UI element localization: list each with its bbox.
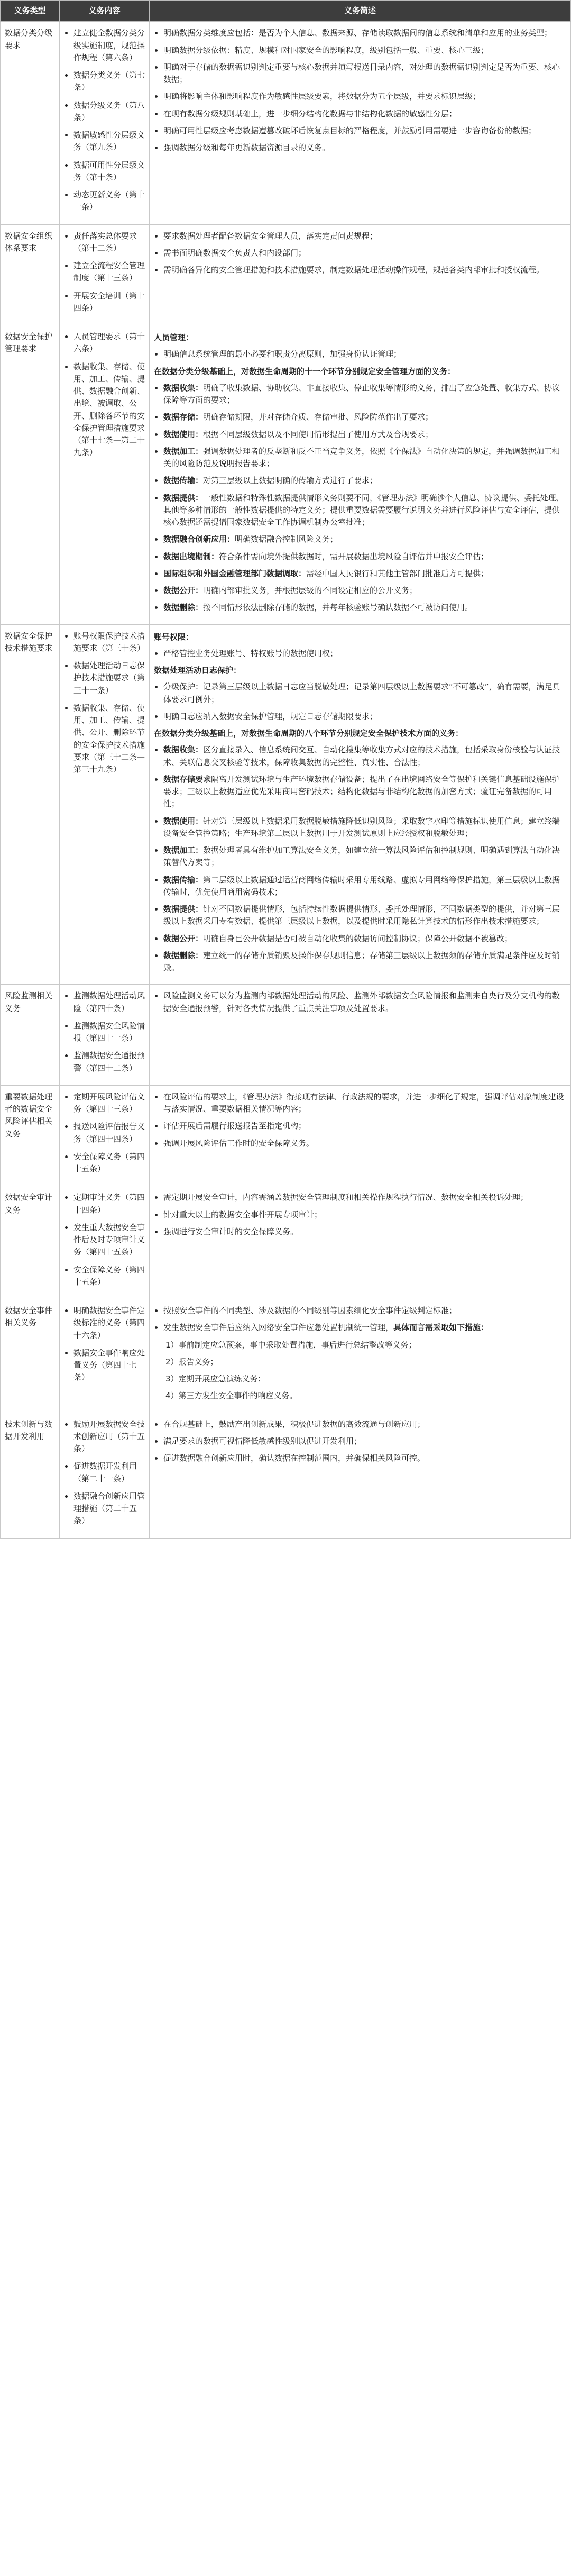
content-list [64,27,145,213]
obligation-type: 数据分类分级要求 [1,22,60,224]
content-list [64,331,145,459]
content-item: • 报送风险评估报告义务（第四十四条） [73,1121,145,1145]
obligation-content [60,1085,150,1186]
summary-list [154,348,566,360]
summary-list [154,648,566,660]
content-item: • 明确数据安全事件定级标准的义务（第四十六条） [73,1305,145,1342]
content-item: • 数据处理活动日志保护技术措施要求（第三十一条） [73,660,145,697]
summary-list [154,1191,566,1238]
summary-item: • 评估开展后需履行报送报告至指定机构； [163,1120,566,1132]
phase-text: 根据不同层级数据以及不同使用情形提出了使用方式及合规要求； [203,429,434,439]
step-item: 3）定期开展应急演练义务； [165,1374,266,1383]
obligation-summary [150,1085,571,1186]
step-list [154,1339,566,1403]
summary-item: • 满足要求的数据可视情降低敏感性级别以促进开发利用； [163,1435,566,1448]
phase-name: 数据使用： [163,429,204,439]
content-item: • 定期审计义务（第四十四条） [73,1191,145,1216]
phase-name: 数据融合创新应用： [163,534,235,544]
content-item: • 数据融合创新应用管理措施（第二十五条） [73,1490,145,1527]
phase-item [163,585,566,597]
table-header-row [1,1,571,22]
phase-item [163,411,566,423]
content-list [64,1418,145,1527]
content-item: • 建立全流程安全管理制度（第十三条） [73,260,145,285]
table-row [1,22,571,224]
phase-item [163,744,566,769]
obligation-type: 数据安全事件相关义务 [1,1299,60,1413]
phase-item [163,773,566,811]
obligation-summary [150,985,571,1086]
phase-item [163,950,566,975]
obligation-type: 数据安全保护管理要求 [1,325,60,625]
phase-item [163,815,566,840]
lead-bold: 具体而言需采取如下措施： [393,1323,489,1333]
phase-text: 明确数据融合控制风险义务； [235,534,338,544]
content-list [64,990,145,1075]
table-row [1,1186,571,1299]
obligation-type: 重要数据处理者的数据安全风险评估相关义务 [1,1085,60,1186]
table-row [1,325,571,625]
table-row [1,1085,571,1186]
phase-name: 数据加工： [163,446,204,456]
summary-item: • 在现有数据分级规则基础上，进一步细分结构化数据与非结构化数据的敏感性分层； [163,108,566,120]
phase-text: 建立统一的存储介质销毁及操作保存规则信息；存储第三层级以上数据须的存储介质满足条件应及时销毁。 [163,950,560,972]
content-item: • 数据收集、存储、使用、加工、传输、提供、公开、删除环节的安全保护技术措施要求（第三十二条—第三十九条） [73,702,145,776]
phase-text: 按不同情形依法删除存储的数据，并每年核验账号确认数据不可被访问使用。 [203,603,473,613]
phase-item [163,533,566,545]
phase-name: 数据加工： [163,845,204,855]
summary-item: • 要求数据处理者配备数据安全管理人员，落实定责问责规程； [163,230,566,242]
phase-text: 强调数据处理者的反垄断和反不正当竞争义务，依照《个保法》自动化决策的规定，并强调数据加工相关的风险防范及说明报告要求； [163,446,560,468]
content-item: • 建立健全数据分类分级实施制度，规范操作规程（第六条） [73,27,145,64]
phase-item [163,844,566,869]
summary-list [154,1091,566,1150]
phase-item [163,382,566,407]
phase-name: 数据删除： [163,950,204,960]
summary-item: • 针对重大以上的数据安全事件开展专项审计； [163,1209,566,1221]
phase-name: 数据存储要求 [163,774,211,784]
summary-item: • 明确将影响主体和影响程度作为敏感性层级要素，将数据分为五个层级，并要求标识层级； [163,90,566,103]
summary-item: • 分级保护：记录第三层级以上数据日志应当脱敏处理；记录第四层级以上数据要求“不可篡改”，确有需要，满足具体要求可例外； [163,681,566,706]
obligation-type: 数据安全保护技术措施要求 [1,624,60,985]
content-item: • 定期开展风险评估义务（第四十三条） [73,1091,145,1116]
phase-name: 数据传输： [163,875,204,885]
phase-text: 明确内部审批义务，并根据层级的不同设定相应的公开义务； [203,586,418,595]
obligation-summary [150,1186,571,1299]
summary-item: • 明确日志应纳入数据安全保护管理，规定日志存储期限要求； [163,711,566,723]
phase-text: 明确自身已公开数据是否可被自动化收集的数据访问控制协议；保障公开数据不被篡改； [203,933,513,943]
obligation-content [60,1186,150,1299]
phase-name: 数据使用： [163,816,204,826]
content-item: • 责任落实总体要求（第十二条） [73,230,145,255]
phase-list [154,744,566,974]
phase-text: 符合条件需向境外提供数据时，需开展数据出境风险自评估并申报安全评估； [219,551,489,561]
obligation-type: 数据安全组织体系要求 [1,224,60,325]
content-item: • 安全保障义务（第四十五条） [73,1264,145,1289]
summary-list [154,1418,566,1465]
phase-name: 数据提供： [163,493,204,503]
obligation-summary [150,22,571,224]
obligation-type: 数据安全审计义务 [1,1186,60,1299]
phase-text: 数据处理者具有维护加工算法安全义务，如建立统一算法风险评估和控制规则、明确遇到算法自动化决策替代方案等； [163,845,560,868]
summary-item: • 需书面明确数据安全负责人和内设部门； [163,247,566,259]
phase-name: 数据存储： [163,412,204,422]
phase-item [163,429,566,441]
content-item: • 数据分类义务（第七条） [73,69,145,94]
phase-text: 明确存储期限，并对存储介质、存储审批、风险防范作出了要求； [203,412,434,422]
phase-item [163,568,566,580]
table-row [1,1413,571,1538]
table-row [1,985,571,1086]
content-item: • 数据安全事件响应处置义务（第四十七条） [73,1347,145,1384]
summary-list [154,1305,566,1317]
phase-text: 区分直接录入、信息系统间交互、自动化搜集等收集方式对应的技术措施，包括采取身份核验与认证技术、关联信息交叉核验等技术，保障收集数据的完整性、真实性、合法性； [163,745,560,767]
step-item: 2）报告义务； [165,1357,218,1367]
phase-name: 数据删除： [163,603,204,613]
phase-item [163,874,566,899]
content-list [64,1091,145,1176]
obligation-summary [150,1413,571,1538]
summary-heading: 数据处理活动日志保护： [154,666,242,675]
phase-name: 数据收集： [163,383,204,393]
summary-item [163,1322,566,1334]
summary-item: • 明确可用性层级应考虑数据遭篡改破坏后恢复点目标的严格程度，并鼓励引用需要进一步咨询备份的数据； [163,125,566,137]
phase-text: 第二层级以上数据通过运营商网络传输时采用专用线路、虚拟专用网络等保护措施，第三层级以上数据传输时，优先使用商用密码技术； [163,875,560,897]
summary-item: • 严格管控业务处理账号、特权账号的数据使用权； [163,648,566,660]
obligation-type: 风险监测相关义务 [1,985,60,1086]
content-item: • 鼓励开展数据安全技术创新应用（第十五条） [73,1418,145,1455]
summary-item: • 需明确各异化的安全管理措施和技术措施要求，制定数据处理活动操作规程，规范各类内部审批和授权流程。 [163,264,566,276]
content-item: • 监测数据安全通报预警（第四十二条） [73,1050,145,1075]
content-list [64,1305,145,1384]
summary-list [154,990,566,1015]
summary-item: • 在风险评估的要求上，《管理办法》衔接现有法律、行政法规的要求，并进一步细化了规定，强调评估对象制度建设与落实情况、重要数据相关情况等内容； [163,1091,566,1116]
summary-item: • 促进数据融合创新应用时，确认数据在控制范围内，并确保相关风险可控。 [163,1452,566,1464]
summary-item: • 风险监测义务可以分为监测内部数据处理活动的风险、监测外部数据安全风险情报和监测来自央行及分支机构的数据安全通报预警，针对各类情况提供了重点关注事项及处置要求。 [163,990,566,1015]
phase-item [163,475,566,487]
obligation-content [60,624,150,985]
content-item: • 动态更新义务（第十一条） [73,189,145,214]
obligation-summary [150,1299,571,1413]
phase-name: 数据收集： [163,745,204,755]
phase-text: 一般性数据和特殊性数据提供情形义务则要不同，《管理办法》明确涉个人信息、协议提供、委托处理、其他等多种情形的一般性数据提供的特定义务；提供重要数据需要履行说明义务并进行风险评估与安全评估，提供核心数据还需提请国家数据安全工作协调机制办公室批准； [163,493,564,527]
content-item: • 数据收集、存储、使用、加工、传输、提供、数据融合创新、出境、被调取、公开、删除各环节的安全保护管理措施要求（第十七条—第二十九条） [73,361,145,459]
summary-list [154,1322,566,1334]
summary-item: • 在合规基础上，鼓励产出创新成果，积极促进数据的高效流通与创新应用； [163,1418,566,1431]
obligation-summary [150,624,571,985]
phase-item [163,933,566,945]
summary-item: • 按照安全事件的不同类型、涉及数据的不同级别等因素细化安全事件定级判定标准； [163,1305,566,1317]
phase-item [163,903,566,928]
obligation-content [60,325,150,625]
content-item: • 促进数据开发利用（第二十一条） [73,1460,145,1485]
summary-list [154,230,566,277]
content-item: • 数据分级义务（第八条） [73,99,145,124]
phase-text: 针对不同数据提供情形，包括持续性数据提供情形、委托处理情形，不同数据类型的提供，并对第三层级以上数据采用专有数据、提供第三层级以上数据，以及提供时采用隐私计算技术的情形作出技术措施要求； [163,904,560,926]
phase-text: 对第三层级以上数据明确的传输方式进行了要求； [203,476,378,486]
phase-name: 数据公开： [163,586,204,595]
summary-item: • 明确数据分类维度应包括：是否为个人信息、数据来源、存储读取数据间的信息系统和清单和应用的业务类型； [163,27,566,39]
obligation-content [60,1413,150,1538]
lead-text: 发生数据安全事件后应纳入网络安全事件应急处置机制统一管理， [163,1323,394,1333]
content-list [64,230,145,315]
summary-item: • 强调进行安全审计时的安全保障义务。 [163,1226,566,1238]
content-item: • 监测数据处理活动风险（第四十条） [73,990,145,1015]
summary-list [154,681,566,723]
content-list [64,1191,145,1288]
summary-item: • 强调数据分级和每年更新数据资源目录的义务。 [163,142,566,154]
table-row [1,1299,571,1413]
obligation-type: 技术创新与数据开发利用 [1,1413,60,1538]
table-row [1,224,571,325]
phase-name: 数据提供： [163,904,204,914]
content-item: • 数据可用性分层级义务（第十条） [73,159,145,184]
phase-text: 针对第三层级以上数据采用数据脱敏措施降低识别风险；采取数字水印等措施标识使用信息；建立终端设备安全管控策略；生产环境第二层以上数据用于开发测试原则上应经授权和脱敏处理； [163,816,560,838]
content-item: • 数据敏感性分层级义务（第九条） [73,129,145,154]
content-item: • 发生重大数据安全事件后及时专项审计义务（第四十五条） [73,1222,145,1259]
phase-item [163,492,566,529]
obligation-content [60,224,150,325]
summary-heading: 账号权限： [154,632,194,642]
phase-name: 数据传输： [163,476,204,486]
content-item: • 账号权限保护技术措施要求（第三十条） [73,630,145,655]
obligation-content [60,22,150,224]
phase-name: 国际组织和外国金融管理部门数据调取： [163,568,307,578]
content-item: • 人员管理要求（第十六条） [73,331,145,356]
header-summary: 义务简述 [150,1,571,22]
obligation-content [60,1299,150,1413]
obligation-content [60,985,150,1086]
header-content: 义务内容 [60,1,150,22]
obligation-summary [150,224,571,325]
summary-list [154,27,566,154]
phase-item [163,551,566,563]
content-item: • 安全保障义务（第四十五条） [73,1151,145,1176]
summary-heading: 在数据分类分级基础上，对数据生命周期的十一个环节分别规定安全管理方面的义务： [154,366,456,376]
summary-item: • 明确信息系统管理的最小必要和职责分离原则，加强身份认证管理； [163,348,566,360]
header-type: 义务类型 [1,1,60,22]
summary-heading: 在数据分类分级基础上，对数据生命周期的八个环节分别规定安全保护技术方面的义务： [154,729,464,738]
summary-item: • 明确对于存储的数据需识别判定重要与核心数据并填写报送目录内容，对处理的数据需识别判定是否为重要、核心数据； [163,61,566,86]
content-list [64,630,145,776]
phase-item [163,445,566,470]
phase-item [163,602,566,614]
summary-item: • 明确数据分级依据：精度、规模和对国家安全的影响程度，级别包括一般、重要、核心三级； [163,44,566,57]
phase-name: 数据公开： [163,933,204,943]
phase-text: 隔离开发测试环境与生产环境数据存储设备；提出了在出境网络安全等保护和关键信息基础设施保护要求；三级以上数据适应优先采用商用密码技术；结构化数据与非结构化数据的加密方式；验证完备数据的可用性； [163,774,560,809]
phase-name: 数据出境期制： [163,551,219,561]
content-item: • 开展安全培训（第十四条） [73,290,145,315]
table-row [1,624,571,985]
step-item: 4）第三方发生安全事件的响应义务。 [165,1391,298,1401]
step-item: 1）事前制定应急预案，事中采取处置措施，事后进行总结整改等义务； [165,1340,417,1350]
phase-list [154,382,566,614]
summary-item: • 需定期开展安全审计，内容需涵盖数据安全管理制度和相关操作规程执行情况、数据安全相关投诉处理； [163,1191,566,1204]
summary-item: • 强调开展风险评估工作时的安全保障义务。 [163,1137,566,1150]
phase-text: 需经中国人民银行和其他主管部门批准后方可提供； [306,568,489,578]
summary-heading: 人员管理： [154,333,194,342]
phase-text: 明确了收集数据、协助收集、非直接收集、停止收集等情形的义务，排出了应急处置、收集方式、协议保障等方面的要求； [163,383,560,405]
obligation-summary [150,325,571,625]
content-item: • 监测数据安全风险情报（第四十一条） [73,1020,145,1045]
